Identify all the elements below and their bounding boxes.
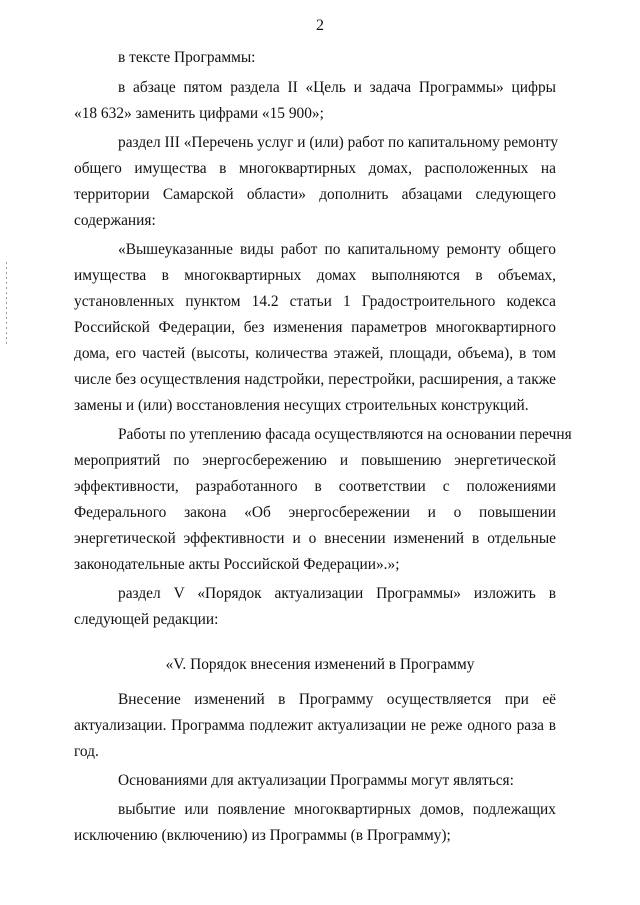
text-line: выбытие или появление многоквартирных домов, подлежащих xyxy=(118,801,556,818)
text-line: Внесение изменений в Программу осуществляется при её xyxy=(118,691,556,708)
text-line: дома, его частей (высоты, количества этажей, площади, объема), в том xyxy=(74,345,556,362)
text-line: Российской Федерации, без изменения параметров многоквартирного xyxy=(74,319,556,336)
text-line: содержания: xyxy=(74,212,156,229)
text-line: законодательные акты Российской Федерации».»; xyxy=(74,556,400,573)
text-line: в тексте Программы: xyxy=(118,49,256,66)
text-line: общего имущества в многоквартирных домах, расположенных на xyxy=(74,160,556,177)
text-line: эффективности, разработанного в соответствии с положениями xyxy=(74,478,556,495)
text-line: замены и (или) восстановления несущих строительных конструкций. xyxy=(74,397,529,414)
text-line: следующей редакции: xyxy=(74,611,219,628)
text-line: мероприятий по энергосбережению и повышению энергетической xyxy=(74,452,556,469)
text-line: территории Самарской области» дополнить абзацами следующего xyxy=(74,186,556,203)
text-line: актуализации. Программа подлежит актуализации не реже одного раза в xyxy=(74,717,556,734)
text-line: Федерального закона «Об энергосбережении и о повышении xyxy=(74,504,556,521)
text-line: «18 632» заменить цифрами «15 900»; xyxy=(74,105,324,122)
text-line: в абзаце пятом раздела II «Цель и задача Программы» цифры xyxy=(118,79,556,96)
text-line: числе без осуществления надстройки, перестройки, расширения, а также xyxy=(74,371,556,388)
text-line: раздел III «Перечень услуг и (или) работ по капитальному ремонту xyxy=(118,134,559,151)
text-line: год. xyxy=(74,743,99,760)
text-line: Основаниями для актуализации Программы могут являться: xyxy=(118,772,514,789)
text-line: исключению (включению) из Программы (в Программу); xyxy=(74,827,451,844)
page-number: 2 xyxy=(316,17,324,34)
text-line: установленных пунктом 14.2 статьи 1 Градостроительного кодекса xyxy=(74,293,556,310)
text-line: «Вышеуказанные виды работ по капитальному ремонту общего xyxy=(118,241,556,258)
margin-mark xyxy=(6,262,7,346)
section-heading: «V. Порядок внесения изменений в Программу xyxy=(165,656,475,673)
text-line: имущества в многоквартирных домах выполняются в объемах, xyxy=(74,267,556,284)
text-line: энергетической эффективности и о внесении изменений в отдельные xyxy=(74,530,556,547)
text-line: раздел V «Порядок актуализации Программы» изложить в xyxy=(118,585,556,602)
text-line: Работы по утеплению фасада осуществляются на основании перечня xyxy=(118,426,572,443)
